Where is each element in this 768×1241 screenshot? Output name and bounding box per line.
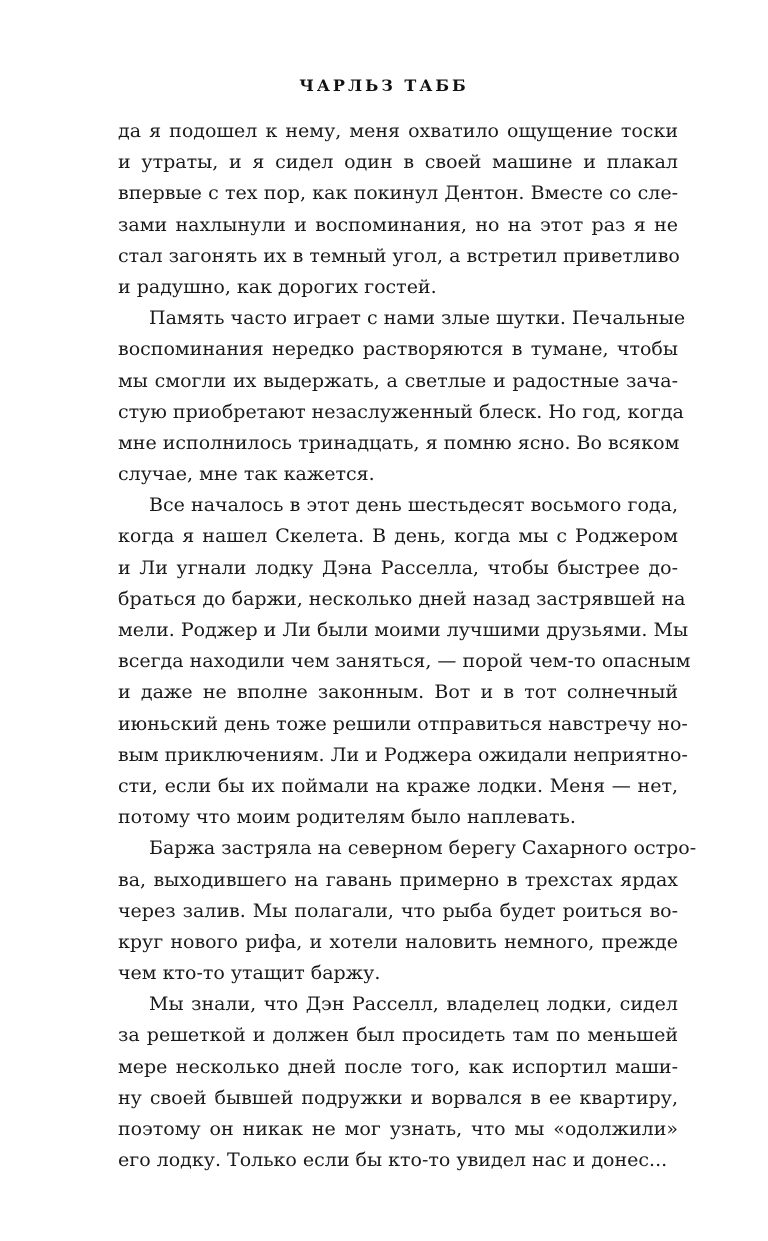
running-head-author: ЧАРЛЬЗ ТАББ [299, 76, 469, 95]
text-line: Память часто играет с нами злые шутки. Печальные [149, 307, 686, 330]
text-line: через залив. Мы полагали, что рыба будет роиться во- [118, 899, 678, 922]
text-line: стую приобретают незаслуженный блеск. Но год, когда [118, 400, 684, 423]
text-line: браться до баржи, несколько дней назад застрявшей на [118, 587, 686, 610]
text-line: ну своей бывшей подружки и ворвался в ее квартиру, [118, 1086, 678, 1109]
text-line: сти, если бы их поймали на краже лодки. Меня — нет, [118, 774, 678, 797]
text-line: и даже не вполне законным. Вот и в тот солнечный [118, 681, 678, 704]
text-line: впервые с тех пор, как покинул Дентон. Вместе со сле- [118, 182, 678, 205]
text-line: и Ли угнали лодку Дэна Расселла, чтобы быстрее до- [118, 556, 678, 579]
text-line: и утраты, и я сидел один в своей машине и плакал [118, 151, 678, 174]
text-line: круг нового рифа, и хотели наловить немного, прежде [118, 930, 678, 953]
text-line: поэтому он никак не мог узнать, что мы «одолжили» [118, 1118, 678, 1140]
paragraph [118, 303, 686, 490]
text-line: Все началось в этот день шестьдесят восьмого года, [149, 494, 678, 517]
paragraph [118, 989, 678, 1176]
text-line: мы смогли их выдержать, а светлые и радостные зача- [118, 369, 678, 392]
paragraph [118, 490, 691, 833]
text-line: чем кто-то утащит баржу. [118, 962, 381, 985]
body-text [118, 116, 697, 1176]
text-line: ва, выходившего на гавань примерно в трехстах ярдах [118, 868, 678, 891]
text-line: мере несколько дней после того, как испортил маши- [118, 1055, 678, 1078]
text-line: вым приключениям. Ли и Роджера ожидали неприятно- [118, 743, 688, 766]
text-line: всегда находили чем заняться, — порой чем-то опасным [118, 650, 691, 673]
text-line: его лодку. Только если бы кто-то увидел нас и донес... [118, 1149, 668, 1172]
paragraph [118, 833, 697, 989]
text-line: и радушно, как дорогих гостей. [118, 275, 437, 298]
text-line: да я подошел к нему, меня охватило ощущение тоски [118, 120, 678, 142]
text-line: воспоминания нередко растворяются в тумане, чтобы [118, 338, 678, 361]
text-line: зами нахлынули и воспоминания, но на этот раз я не [118, 213, 678, 236]
text-line: случае, мне так кажется. [118, 463, 375, 486]
text-line: Баржа застряла на северном берегу Сахарного остро- [149, 837, 697, 860]
paragraph [118, 116, 678, 303]
text-line: стал загонять их в темный угол, а встретил приветливо [118, 244, 680, 267]
text-line: мели. Роджер и Ли были моими лучшими друзьями. Мы [118, 619, 689, 641]
text-line: Мы знали, что Дэн Расселл, владелец лодки, сидел [149, 993, 678, 1016]
text-line: за решеткой и должен был просидеть там по меньшей [118, 1024, 678, 1047]
text-line: потому что моим родителям было наплевать. [118, 806, 576, 829]
text-line: июньский день тоже решили отправиться навстречу но- [118, 712, 688, 735]
text-line: когда я нашел Скелета. В день, когда мы с Роджером [118, 525, 678, 548]
text-line: мне исполнилось тринадцать, я помню ясно. Во всяком [118, 431, 680, 454]
